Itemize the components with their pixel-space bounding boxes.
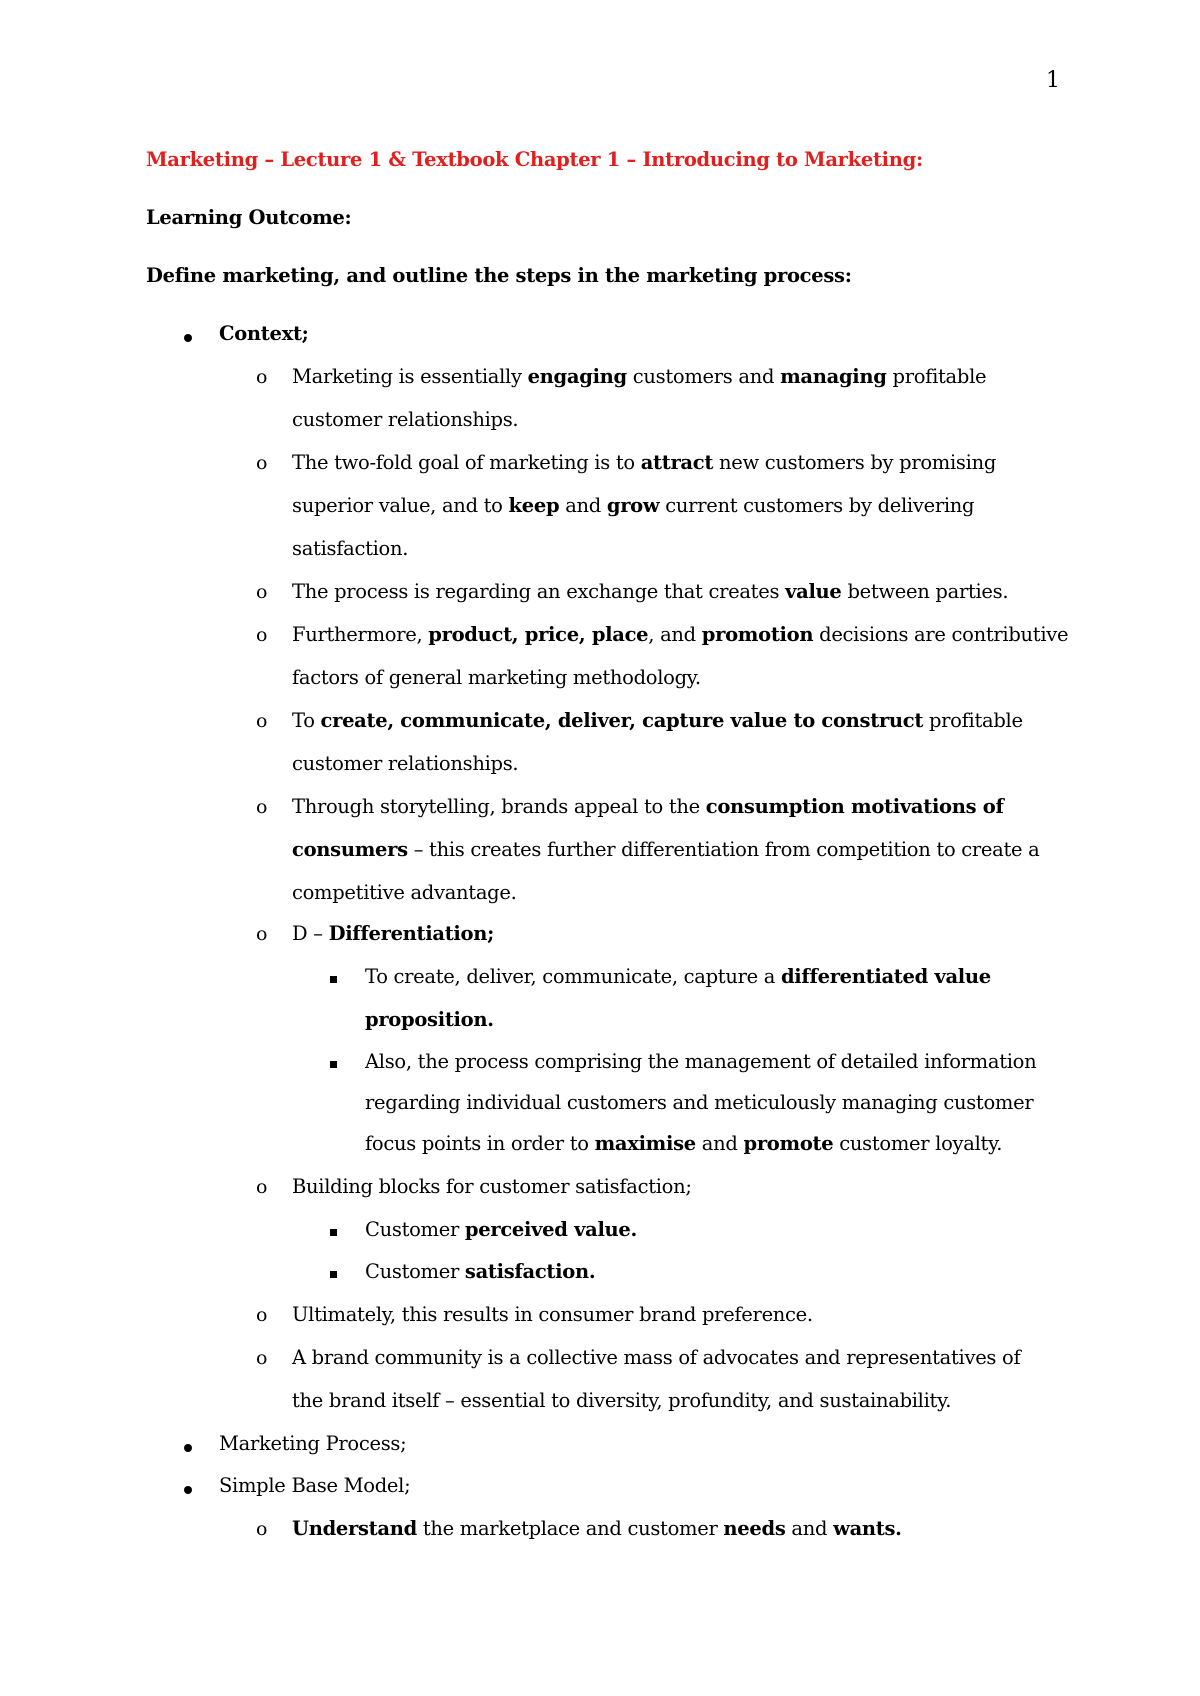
list-item-continuation: customer relationships. — [292, 752, 519, 775]
list-item-continuation: consumers – this creates further differentiation from competition to create a — [292, 838, 1040, 861]
outcome-heading: Define marketing, and outline the steps in the marketing process: — [146, 264, 852, 287]
list-item: Ultimately, this results in consumer brand preference. — [292, 1303, 813, 1326]
bullet-circle-icon: o — [256, 1518, 268, 1540]
list-item: The process is regarding an exchange that creates value between parties. — [292, 580, 1009, 603]
list-item: Through storytelling, brands appeal to the consumption motivations of — [292, 795, 1004, 818]
bullet-square-icon — [330, 976, 337, 983]
bullet-circle-icon: o — [256, 1347, 268, 1369]
sub-list-item: Customer perceived value. — [365, 1218, 638, 1241]
list-item-continuation: customer relationships. — [292, 408, 519, 431]
bullet-circle-icon: o — [256, 452, 268, 474]
sub-list-item: To create, deliver, communicate, capture a differentiated value — [365, 965, 991, 988]
section-marketing-process: Marketing Process; — [219, 1432, 407, 1455]
list-item-continuation: the brand itself – essential to diversity, profundity, and sustainability. — [292, 1389, 952, 1412]
list-item: A brand community is a collective mass of advocates and representatives of — [292, 1346, 1021, 1369]
list-item-continuation: competitive advantage. — [292, 881, 517, 904]
context-label: Context; — [219, 322, 309, 345]
bullet-square-icon — [330, 1271, 337, 1278]
list-item: Understand the marketplace and customer needs and wants. — [292, 1517, 902, 1540]
section-simple-base-model: Simple Base Model; — [219, 1474, 411, 1497]
bullet-dot-icon — [184, 1486, 192, 1494]
bullet-circle-icon: o — [256, 581, 268, 603]
bullet-dot-icon — [184, 334, 192, 342]
bullet-circle-icon: o — [256, 624, 268, 646]
sub-list-item-continuation: regarding individual customers and meticulously managing customer — [365, 1091, 1034, 1114]
list-item: D – Differentiation; — [292, 922, 494, 945]
list-item: To create, communicate, deliver, capture value to construct profitable — [292, 709, 1023, 732]
bullet-circle-icon: o — [256, 1304, 268, 1326]
sub-list-item-continuation: proposition. — [365, 1008, 494, 1031]
document-title: Marketing – Lecture 1 & Textbook Chapter 1 – Introducing to Marketing: — [146, 148, 923, 171]
bullet-dot-icon — [184, 1444, 192, 1452]
bullet-circle-icon: o — [256, 366, 268, 388]
learning-outcome-label: Learning Outcome: — [146, 206, 352, 229]
page-number: 1 — [1046, 68, 1060, 93]
bullet-circle-icon: o — [256, 796, 268, 818]
bullet-square-icon — [330, 1229, 337, 1236]
bullet-circle-icon: o — [256, 710, 268, 732]
bullet-circle-icon: o — [256, 1176, 268, 1198]
bullet-square-icon — [330, 1061, 337, 1068]
list-item: The two-fold goal of marketing is to attract new customers by promising — [292, 451, 997, 474]
list-item-continuation: satisfaction. — [292, 537, 409, 560]
list-item-continuation: factors of general marketing methodology. — [292, 666, 701, 689]
bullet-circle-icon: o — [256, 923, 268, 945]
sub-list-item: Also, the process comprising the management of detailed information — [365, 1050, 1037, 1073]
list-item: Building blocks for customer satisfaction; — [292, 1175, 692, 1198]
list-item-continuation: superior value, and to keep and grow current customers by delivering — [292, 494, 975, 517]
list-item: Marketing is essentially engaging customers and managing profitable — [292, 365, 987, 388]
sub-list-item: Customer satisfaction. — [365, 1260, 596, 1283]
list-item: Furthermore, product, price, place, and promotion decisions are contributive — [292, 623, 1069, 646]
sub-list-item-continuation: focus points in order to maximise and promote customer loyalty. — [365, 1132, 1003, 1155]
